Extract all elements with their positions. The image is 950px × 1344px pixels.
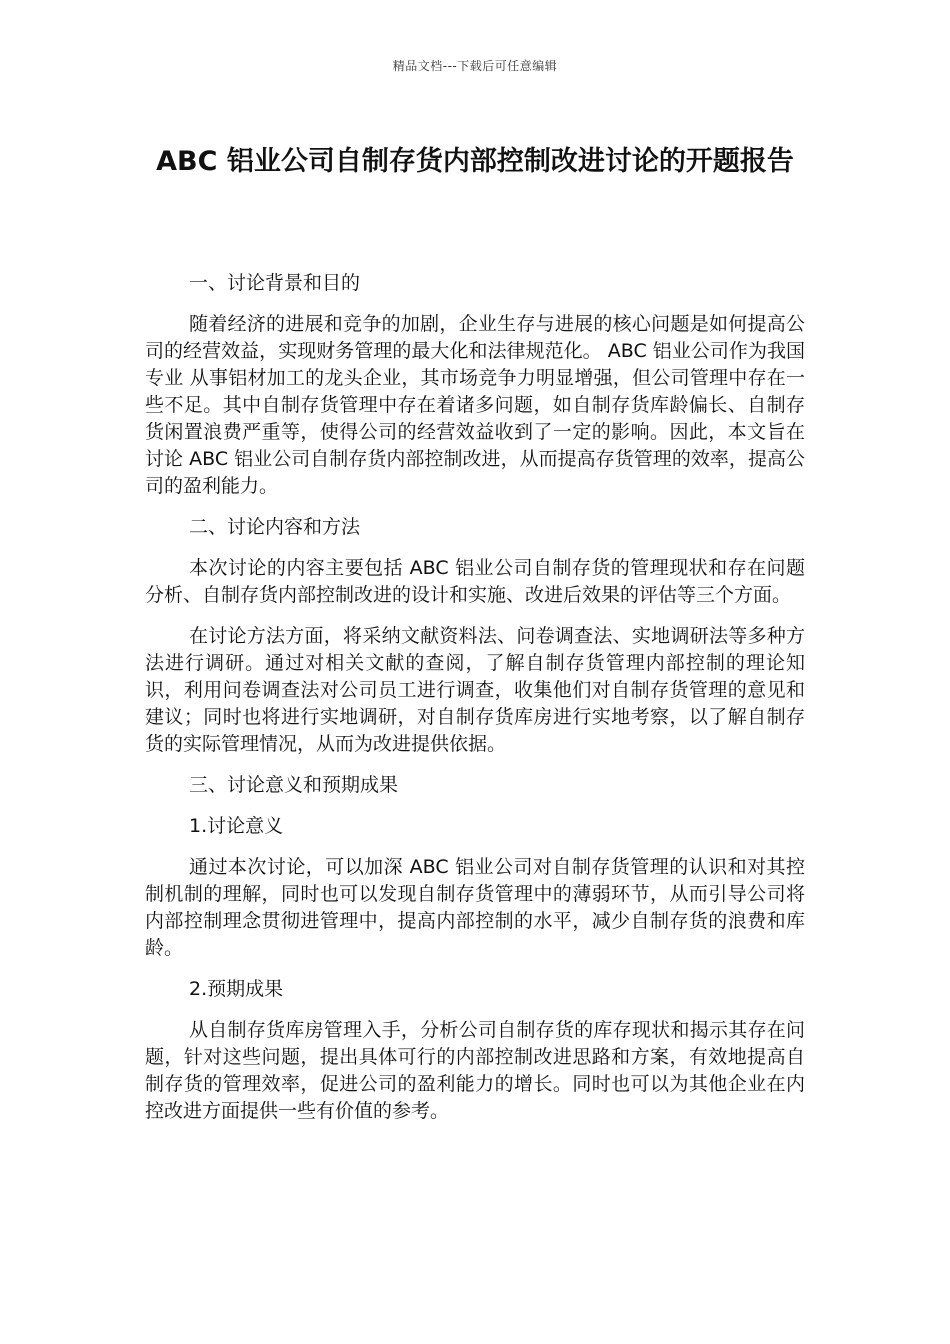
section-heading-background: 一、讨论背景和目的 (189, 272, 361, 294)
section-heading-content-method: 二、讨论内容和方法 (189, 516, 361, 538)
subheading-significance: 1.讨论意义 (189, 815, 284, 837)
paragraph-content: 本次讨论的内容主要包括 ABC 铝业公司自制存货的管理现状和存在问题分析、自制存货内部控制改进的设计和实施、改进后效果的评估等三个方面。 (145, 557, 805, 606)
header-note: 精品文档---下载后可任意编辑 (392, 59, 558, 73)
section-heading-significance: 三、讨论意义和预期成果 (189, 774, 399, 796)
subheading-expected-results: 2.预期成果 (189, 978, 284, 1000)
paragraph-significance: 通过本次讨论，可以加深 ABC 铝业公司对自制存货管理的认识和对其控制机制的理解，同时也可以发现自制存货管理中的薄弱环节，从而引导公司将内部控制理念贯彻进管理中，提高内部控制的水平，减少自制存货的浪费和库龄。 (145, 856, 805, 959)
paragraph-background: 随着经济的进展和竞争的加剧，企业生存与进展的核心问题是如何提高公司的经营效益，实现财务管理的最大化和法律规范化。 ABC 铝业公司作为我国 专业 从事铝材加工的龙头企业，其市场竞争力明显增强，但公司管理中存在一些不足。其中自制存货管理中存在着诸多问题，如自制存货库龄偏长、自制存货闲置浪费严重等，使得公司的经营效益收到了一定的影响。因此，本文旨在讨论 ABC 铝业公司自制存货内部控制改进，从而提高存货管理的效率，提高公司的盈利能力。 (145, 313, 805, 497)
document-title: ABC 铝业公司自制存货内部控制改进讨论的开题报告 (156, 146, 794, 177)
paragraph-method: 在讨论方法方面，将采纳文献资料法、问卷调查法、实地调研法等多种方法进行调研。通过对相关文献的查阅，了解自制存货管理内部控制的理论知识，利用问卷调查法对公司员工进行调查，收集他们对自制存货管理的意见和建议；同时也将进行实地调研，对自制存货库房进行实地考察，以了解自制存货的实际管理情况，从而为改进提供依据。 (145, 625, 805, 755)
paragraph-expected-results: 从自制存货库房管理入手，分析公司自制存货的库存现状和揭示其存在问题，针对这些问题，提出具体可行的内部控制改进思路和方案，有效地提高自制存货的管理效率，促进公司的盈利能力的增长。同时也可以为其他企业在内控改进方面提供一些有价值的参考。 (145, 1019, 805, 1122)
document-body (145, 270, 805, 1139)
